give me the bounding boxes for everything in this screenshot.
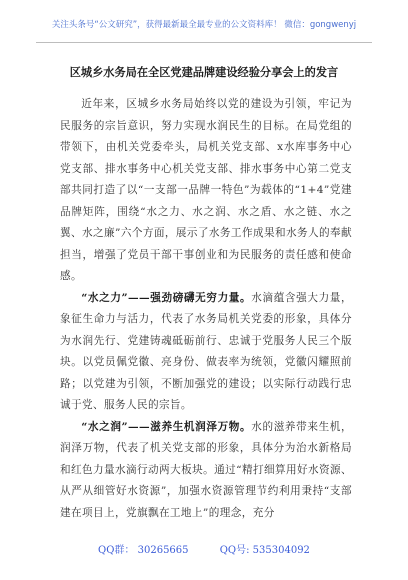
header-divider xyxy=(36,42,372,43)
promo-header: 关注头条号“公文研究”，获得最新最全最专业的公文资料库！ 微信：gongwenyj xyxy=(51,20,357,30)
paragraph-text: 水的滋养带来生机，润泽万物，代表了机关党支部的形象，具体分为治水新格局和红色力量水滴行动两大板块。通过“精打细算用好水资源、从严从细管好水资源”，加强水资源管理节约利用秉持“支部建在项目上，党旗飘在工地上”的理念，充分 xyxy=(60,420,352,519)
qq-number: QQ号: 535304092 xyxy=(219,545,310,556)
contact-footer xyxy=(0,541,408,556)
paragraph-lead: “水之润”——滋养生机润泽万物。 xyxy=(81,420,252,433)
qq-group: QQ群： 30265665 xyxy=(98,545,189,556)
paragraph-text: 水滴蕴含强大力量，象征生命力与活力，代表了水务局机关党委的形象，具体分为水润先行、党建铸魂砥砺前行、忠诚于党服务人民三个版块。以党员佩党徽、亮身份、做表率为统领，党徽闪耀照前路；以党建为引领，不断加强党的建设；以实际行动践行忠诚于党、服务人民的宗旨。 xyxy=(60,291,352,411)
document-title: 区城乡水务局在全区党建品牌建设经验分享会上的发言 xyxy=(69,66,339,79)
document-body xyxy=(60,94,352,524)
paragraph-water-nourish xyxy=(60,417,352,525)
paragraph-lead: “水之力”——强劲磅礴无穷力量。 xyxy=(81,291,252,304)
paragraph-water-power xyxy=(60,288,352,417)
paragraph-intro xyxy=(60,94,352,288)
paragraph-text: 近年来，区城乡水务局始终以党的建设为引领，牢记为民服务的宗旨意识，努力实现水润民生的目标。在局党组的带领下，由机关党委牵头，局机关党支部、x水库事务中心党支部、排水事务中心机关党支部、排水事务中心第二党支部共同打造了以“一支部一品牌一特色”为载体的“1+4”党建品牌矩阵，围绕“水之力、水之润、水之盾、水之链、水之翼、水之廉”六个方面，展示了水务工作成果和水务人的奉献担当，增强了党员干部干事创业和为民服务的责任感和使命感。 xyxy=(60,98,352,282)
